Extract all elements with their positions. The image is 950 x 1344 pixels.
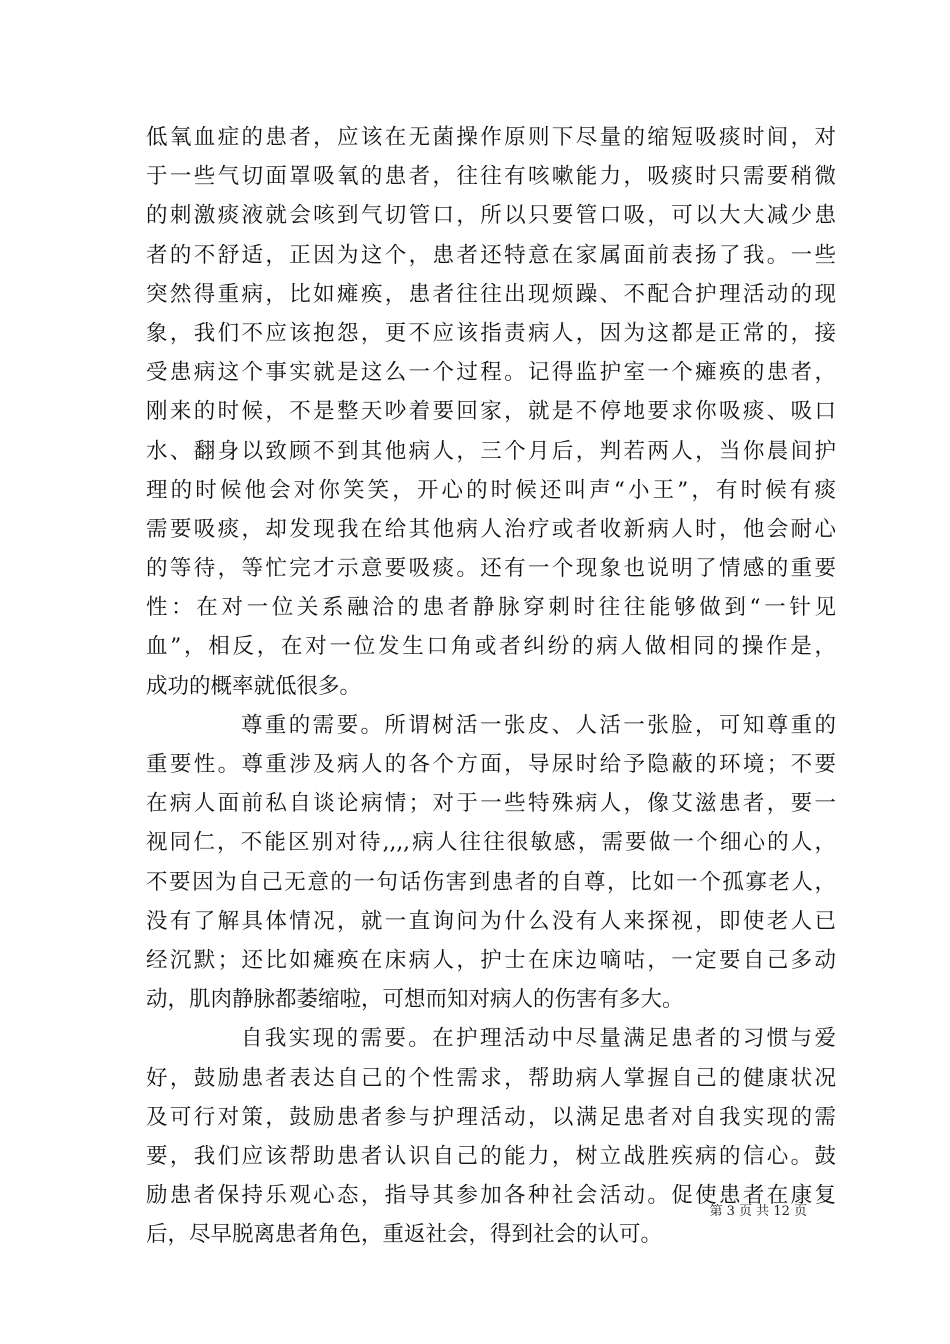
page-number-footer: 第 3 页 共 12 页 [709, 1204, 807, 1219]
text-line: 低氧血症的患者，应该在无菌操作原则下尽量的缩短吸痰时间，对 [146, 125, 836, 150]
text-line: 成功的概率就低很多。 [146, 673, 362, 699]
text-line: 的刺激痰液就会咳到气切管口，所以只要管口吸，可以大大减少患 [146, 203, 836, 229]
text-line: 者的不舒适，正因为这个，患者还特意在家属面前表扬了我。一些 [146, 242, 836, 268]
text-line: 刚来的时候，不是整天吵着要回家，就是不停地要求你吸痰、吸口 [146, 399, 836, 425]
text-line: 受患病这个事实就是这么一个过程。记得监护室一个瘫痪的患者， [146, 360, 836, 386]
text-line: 于一些气切面罩吸氧的患者，往往有咳嗽能力，吸痰时只需要稍微 [146, 164, 836, 190]
text-line: 理的时候他会对你笑笑，开心的时候还叫声“小王”，有时候有痰 [146, 477, 836, 503]
text-line: 视同仁，不能区别对待,,,,病人往往很敏感，需要做一个细心的人， [146, 830, 836, 856]
text-line: 的等待，等忙完才示意要吸痰。还有一个现象也说明了情感的重要 [146, 556, 836, 582]
text-line: 性：在对一位关系融洽的患者静脉穿刺时往往能够做到“一针见 [146, 595, 836, 621]
text-line: 血”，相反，在对一位发生口角或者纠纷的病人做相同的操作是， [146, 634, 836, 660]
paragraph-start-line: 尊重的需要。所谓树活一张皮、人活一张脸，可知尊重的 [241, 712, 836, 738]
text-line: 水、翻身以致顾不到其他病人，三个月后，判若两人，当你晨间护 [146, 438, 836, 464]
text-line: 没有了解具体情况，就一直询问为什么没有人来探视，即使老人已 [146, 908, 836, 934]
paragraph-start-line: 自我实现的需要。在护理活动中尽量满足患者的习惯与爱 [241, 1026, 836, 1052]
text-line: 后，尽早脱离患者角色，重返社会，得到社会的认可。 [146, 1222, 663, 1248]
text-line: 在病人面前私自谈论病情；对于一些特殊病人，像艾滋患者，要一 [146, 791, 836, 817]
text-line: 需要吸痰，却发现我在给其他病人治疗或者收新病人时，他会耐心 [146, 516, 836, 542]
text-line: 励患者保持乐观心态，指导其参加各种社会活动。促使患者在康复 [146, 1183, 836, 1209]
body-text [146, 118, 836, 1254]
text-line: 及可行对策，鼓励患者参与护理活动，以满足患者对自我实现的需 [146, 1104, 836, 1130]
text-line: 好，鼓励患者表达自己的个性需求，帮助病人掌握自己的健康状况 [146, 1065, 836, 1091]
text-line: 动，肌肉静脉都萎缩啦，可想而知对病人的伤害有多大。 [146, 987, 684, 1013]
text-line: 象，我们不应该抱怨，更不应该指责病人，因为这都是正常的，接 [146, 320, 836, 346]
text-line: 经沉默；还比如瘫痪在床病人，护士在床边嘀咕，一定要自己多动 [146, 947, 836, 973]
text-line: 不要因为自己无意的一句话伤害到患者的自尊，比如一个孤寡老人， [146, 869, 836, 895]
text-line: 重要性。尊重涉及病人的各个方面，导尿时给予隐蔽的环境；不要 [146, 752, 836, 777]
text-line: 突然得重病，比如瘫痪，患者往往出现烦躁、不配合护理活动的现 [146, 281, 836, 307]
text-line: 要，我们应该帮助患者认识自己的能力，树立战胜疾病的信心。鼓 [146, 1143, 836, 1169]
